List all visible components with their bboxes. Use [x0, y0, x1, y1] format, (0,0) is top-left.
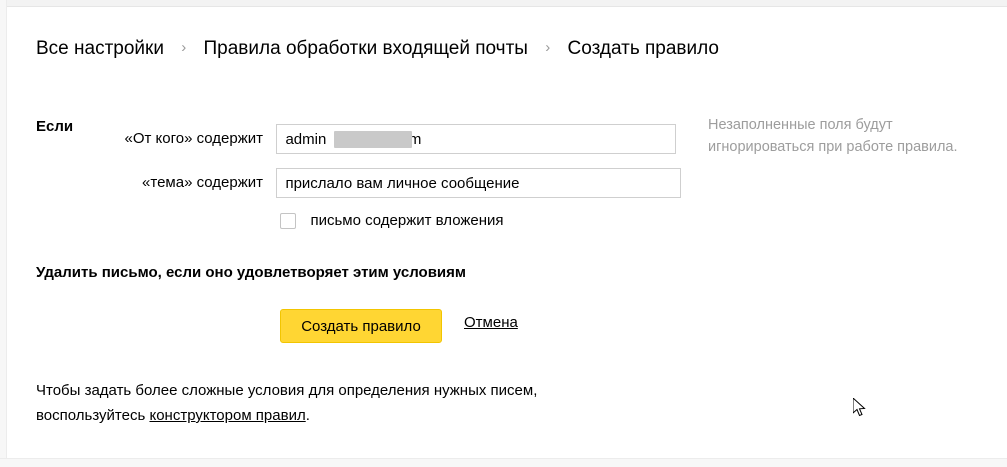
breadcrumb-separator-icon: › — [181, 39, 187, 56]
breadcrumb — [36, 38, 719, 60]
footer-note-line2-prefix: воспользуйтесь — [36, 407, 150, 424]
breadcrumb-item-mail-rules[interactable]: Правила обработки входящей почты — [203, 38, 528, 59]
attachment-checkbox-label: письмо содержит вложения — [310, 212, 504, 230]
footer-note-line2-suffix: . — [305, 407, 310, 424]
breadcrumb-item-create-rule: Создать правило — [567, 38, 719, 59]
condition-input-subject[interactable] — [276, 168, 681, 198]
footer-note-line1: Чтобы задать более сложные условия для определения нужных писем, — [36, 382, 538, 399]
create-rule-button[interactable]: Создать правило — [280, 309, 442, 343]
attachment-checkbox-row[interactable] — [280, 212, 504, 234]
rule-action-title: Удалить письмо, если оно удовлетворяет этим условиям — [36, 264, 467, 281]
cancel-button[interactable]: Отмена — [464, 314, 518, 331]
checkbox-icon[interactable] — [280, 213, 296, 229]
if-section-label: Если — [36, 118, 74, 135]
breadcrumb-item-all-settings[interactable]: Все настройки — [36, 38, 164, 59]
redaction-overlay — [334, 131, 412, 148]
mouse-cursor-icon — [853, 398, 867, 418]
condition-row-subject — [120, 168, 681, 198]
breadcrumb-separator-icon: › — [545, 39, 551, 56]
condition-label-from: «От кого» содержит — [124, 130, 263, 147]
empty-fields-hint: Незаполненные поля будут игнорироваться при работе правила. — [708, 117, 958, 155]
footer-note — [36, 378, 656, 428]
rule-constructor-link[interactable]: конструктором правил — [149, 407, 306, 424]
condition-label-subject: «тема» содержит — [142, 174, 263, 191]
